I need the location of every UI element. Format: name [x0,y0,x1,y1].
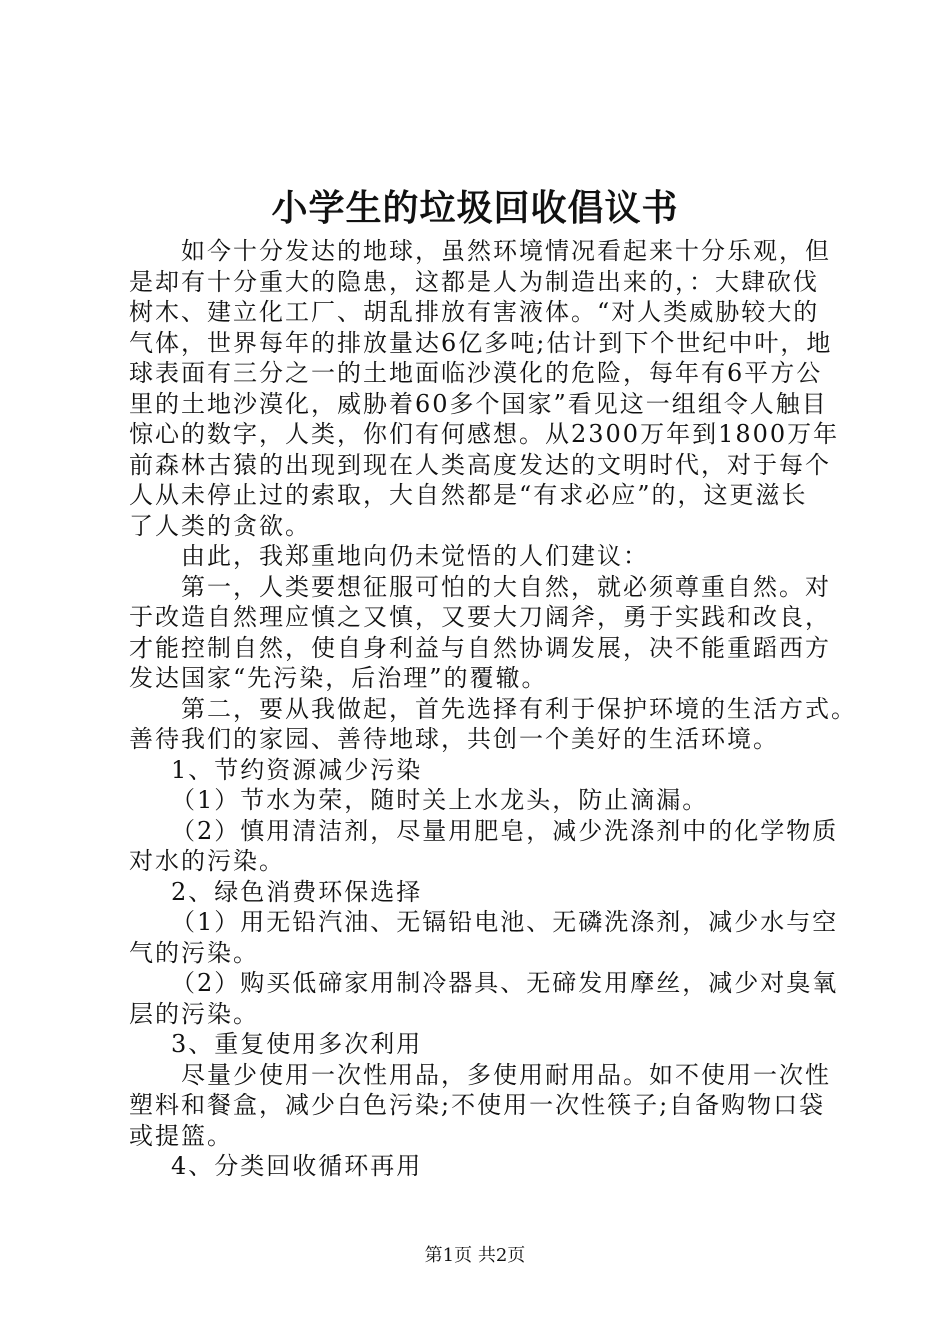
text-line: 惊心的数字，人类，你们有何感想。从2300万年到1800万年 [129,420,840,448]
list-heading: 1、节约资源减少污染 [171,755,423,784]
text-line: 尽量少使用一次性用品，多使用耐用品。如不使用一次性 [181,1060,831,1089]
text-line: 才能控制自然，使自身利益与自然协调发展，决不能重蹈西方 [129,633,831,662]
list-item: （2）购买低碲家用制冷器具、无碲发用摩丝，减少对臭氧 [171,969,839,997]
text-line: 层的污染。 [129,999,259,1028]
text-line: 前森林古猿的出现到现在人类高度发达的文明时代，对于每个 [129,450,831,479]
text-line: 是却有十分重大的隐患，这都是人为制造出来的，：大肆砍伐 [129,267,819,296]
document-title: 小学生的垃圾回收倡议书 [271,187,679,229]
text-line: 发达国家“先污染，后治理”的覆辙。 [129,664,548,692]
text-line: 由此，我郑重地向仍未觉悟的人们建议： [181,542,649,570]
list-item: （2）慎用清洁剂，尽量用肥皂，减少洗涤剂中的化学物质 [171,816,839,845]
text-line: 对水的污染。 [129,847,285,875]
list-heading: 4、分类回收循环再用 [171,1152,423,1180]
list-heading: 3、重复使用多次利用 [171,1030,423,1058]
text-line: 第二，要从我做起，首先选择有利于保护环境的生活方式。 [181,694,857,723]
text-line: 了人类的贪欲。 [129,511,311,540]
page-footer: 第1页 共2页 [424,1245,526,1266]
text-line: 第一，人类要想征服可怕的大自然，就必须尊重自然。对 [181,572,831,601]
text-line: 塑料和餐盒，减少白色污染;不使用一次性筷子;自备购物口袋 [129,1091,826,1119]
list-item: （1）用无铅汽油、无镉铅电池、无磷洗涤剂，减少水与空 [171,908,839,936]
text-line: 树木、建立化工厂、胡乱排放有害液体。“对人类威胁较大的 [129,298,820,326]
text-line: 球表面有三分之一的土地面临沙漠化的危险，每年有6平方公 [129,359,823,387]
text-line: 如今十分发达的地球，虽然环境情况看起来十分乐观，但 [181,237,831,265]
text-line: 于改造自然理应慎之又慎，又要大刀阔斧，勇于实践和改良， [129,603,831,631]
text-line: 善待我们的家园、善待地球，共创一个美好的生活环境。 [129,725,779,753]
text-line: 或提篮。 [129,1121,233,1150]
text-line: 气的污染。 [129,938,259,967]
document-body [129,236,857,1182]
list-heading: 2、绿色消费环保选择 [171,877,423,906]
list-item: （1）节水为荣，随时关上水龙头，防止滴漏。 [171,786,709,814]
text-line: 里的土地沙漠化，威胁着60多个国家”看见这一组组令人触目 [129,389,828,418]
text-line: 人从未停止过的索取，大自然都是“有求必应”的，这更滋长 [129,481,808,509]
text-line: 气体，世界每年的排放量达6亿多吨;估计到下个世纪中叶，地 [129,328,833,357]
